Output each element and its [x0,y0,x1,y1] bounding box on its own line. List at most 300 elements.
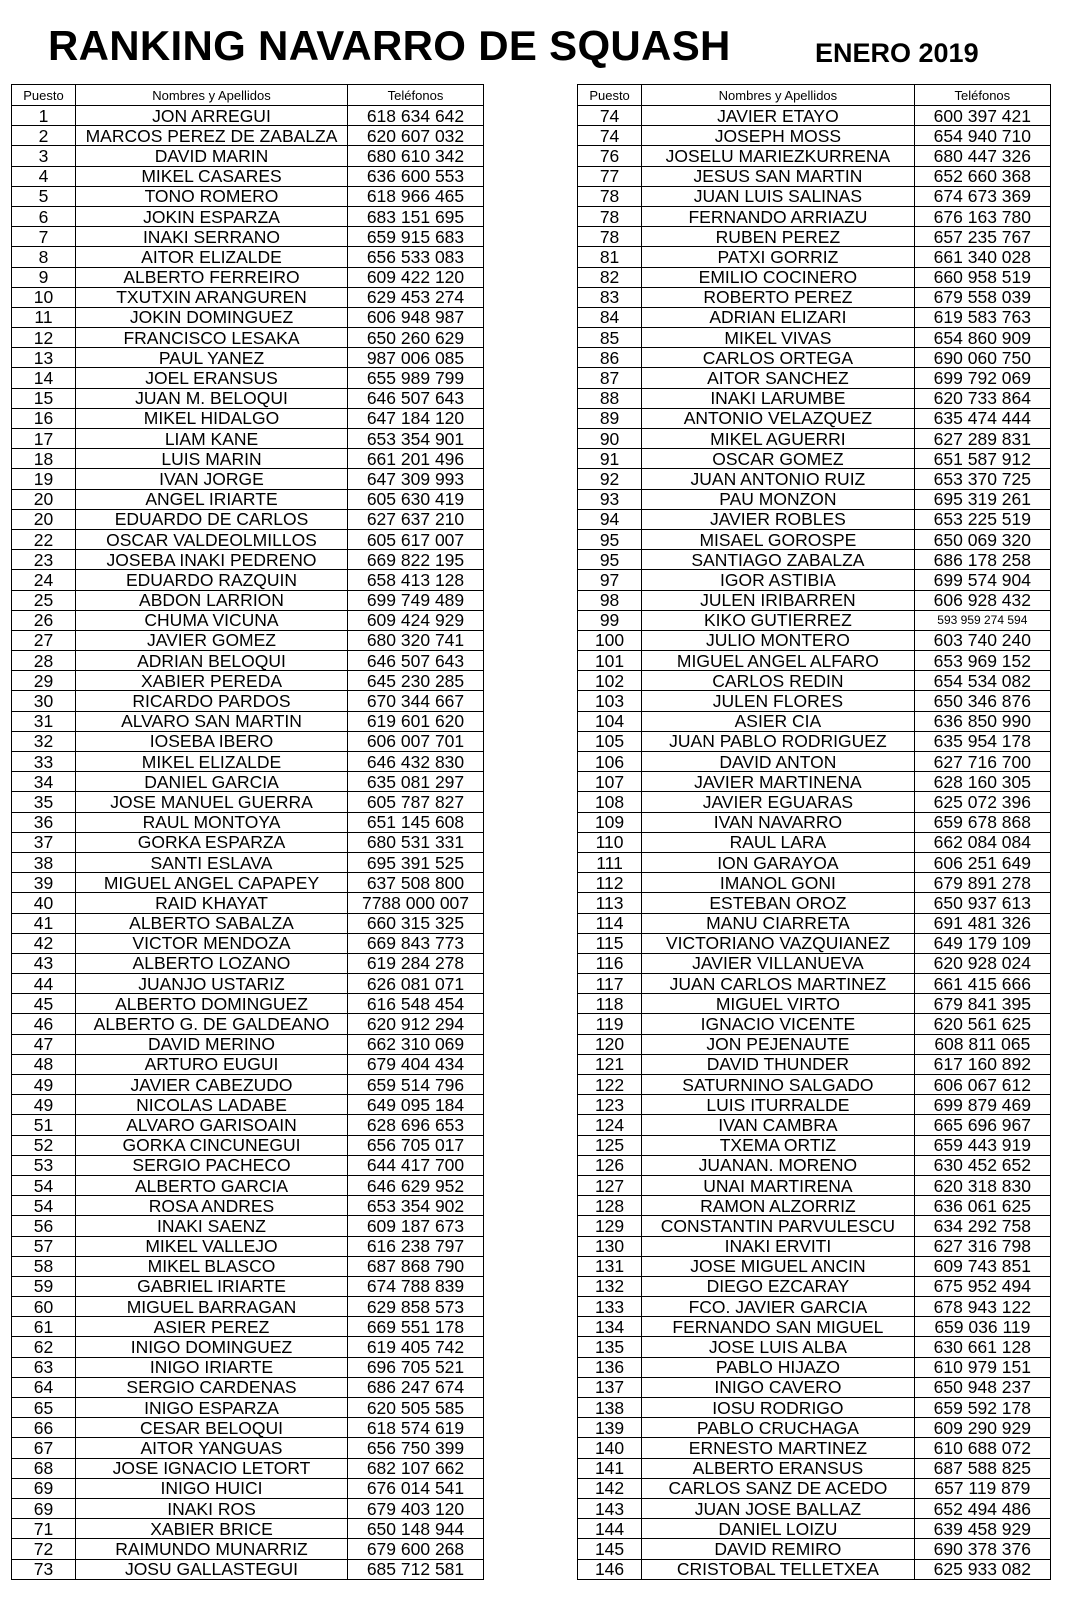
cell-puesto: 103 [578,691,642,711]
cell-puesto: 37 [12,832,76,852]
cell-telefono: 679 558 039 [914,287,1050,307]
cell-nombre: INIGO DOMINGUEZ [76,1337,348,1357]
table-row [578,489,1051,509]
cell-puesto: 98 [578,590,642,610]
cell-puesto: 116 [578,953,642,973]
cell-puesto: 71 [12,1519,76,1539]
cell-nombre: MIKEL BLASCO [76,1256,348,1276]
cell-telefono: 654 860 909 [914,328,1050,348]
cell-telefono: 687 868 790 [348,1256,484,1276]
cell-telefono: 605 787 827 [348,792,484,812]
cell-telefono: 618 634 642 [348,106,484,126]
cell-puesto: 27 [12,630,76,650]
cell-nombre: JOKIN ESPARZA [76,206,348,226]
table-row [12,1196,484,1216]
cell-puesto: 74 [578,126,642,146]
cell-puesto: 78 [578,206,642,226]
table-row [12,873,484,893]
cell-telefono: 653 370 725 [914,469,1050,489]
table-row [578,1438,1051,1458]
cell-nombre: IGOR ASTIBIA [642,570,915,590]
cell-nombre: IMANOL GONI [642,873,915,893]
page-subtitle: ENERO 2019 [815,38,979,68]
cell-nombre: TONO ROMERO [76,186,348,206]
cell-puesto: 66 [12,1418,76,1438]
table-row [578,1236,1051,1256]
cell-nombre: MIGUEL ANGEL CAPAPEY [76,873,348,893]
cell-telefono: 608 811 065 [914,1034,1050,1054]
table-row [12,610,484,630]
cell-telefono: 606 928 432 [914,590,1050,610]
cell-puesto: 5 [12,186,76,206]
cell-telefono: 645 230 285 [348,671,484,691]
cell-telefono: 690 060 750 [914,348,1050,368]
cell-telefono: 609 424 929 [348,610,484,630]
cell-puesto: 90 [578,429,642,449]
cell-telefono: 670 344 667 [348,691,484,711]
cell-nombre: INAKI SAENZ [76,1216,348,1236]
cell-telefono: 636 061 625 [914,1196,1050,1216]
cell-telefono: 644 417 700 [348,1155,484,1175]
cell-telefono: 609 743 851 [914,1256,1050,1276]
cell-nombre: DIEGO EZCARAY [642,1276,915,1296]
cell-puesto: 92 [578,469,642,489]
cell-telefono: 636 850 990 [914,711,1050,731]
table-row [578,1377,1051,1397]
cell-nombre: JOSE MIGUEL ANCIN [642,1256,915,1276]
cell-nombre: INIGO IRIARTE [76,1357,348,1377]
cell-puesto: 30 [12,691,76,711]
cell-nombre: JOSEBA INAKI PEDRENO [76,550,348,570]
cell-puesto: 83 [578,287,642,307]
cell-puesto: 38 [12,852,76,872]
cell-nombre: MISAEL GOROSPE [642,529,915,549]
cell-nombre: IGNACIO VICENTE [642,1014,915,1034]
table-row [12,146,484,166]
cell-telefono: 650 069 320 [914,529,1050,549]
cell-nombre: PAUL YANEZ [76,348,348,368]
cell-puesto: 133 [578,1297,642,1317]
cell-puesto: 87 [578,368,642,388]
cell-puesto: 49 [12,1095,76,1115]
cell-nombre: INIGO ESPARZA [76,1398,348,1418]
table-row [12,953,484,973]
cell-telefono: 669 843 773 [348,933,484,953]
cell-telefono: 654 534 082 [914,671,1050,691]
cell-telefono: 646 629 952 [348,1175,484,1195]
cell-nombre: JON PEJENAUTE [642,1034,915,1054]
cell-nombre: RAMON ALZORRIZ [642,1196,915,1216]
table-row [578,671,1051,691]
cell-puesto: 11 [12,307,76,327]
cell-nombre: JOKIN DOMINGUEZ [76,307,348,327]
cell-nombre: MIKEL HIDALGO [76,408,348,428]
cell-puesto: 139 [578,1418,642,1438]
cell-puesto: 20 [12,509,76,529]
cell-nombre: OSCAR GOMEZ [642,449,915,469]
cell-telefono: 653 969 152 [914,651,1050,671]
cell-nombre: MIKEL AGUERRI [642,429,915,449]
cell-telefono: 650 346 876 [914,691,1050,711]
cell-puesto: 107 [578,772,642,792]
cell-puesto: 146 [578,1559,642,1579]
cell-telefono: 603 740 240 [914,630,1050,650]
cell-telefono: 630 452 652 [914,1155,1050,1175]
cell-telefono: 659 443 919 [914,1135,1050,1155]
cell-puesto: 130 [578,1236,642,1256]
cell-puesto: 82 [578,267,642,287]
cell-telefono: 620 318 830 [914,1175,1050,1195]
cell-telefono: 699 792 069 [914,368,1050,388]
cell-puesto: 95 [578,550,642,570]
cell-telefono: 649 095 184 [348,1095,484,1115]
table-row [12,106,484,126]
table-row [12,1054,484,1074]
cell-puesto: 84 [578,307,642,327]
cell-telefono: 650 937 613 [914,893,1050,913]
cell-nombre: IVAN CAMBRA [642,1115,915,1135]
cell-nombre: IOSU RODRIGO [642,1398,915,1418]
cell-telefono: 658 413 128 [348,570,484,590]
table-row [578,529,1051,549]
cell-nombre: EDUARDO DE CARLOS [76,509,348,529]
cell-puesto: 141 [578,1458,642,1478]
cell-nombre: PABLO CRUCHAGA [642,1418,915,1438]
cell-telefono: 691 481 326 [914,913,1050,933]
cell-puesto: 2 [12,126,76,146]
table-row [12,267,484,287]
cell-nombre: JOSE LUIS ALBA [642,1337,915,1357]
cell-telefono: 620 505 585 [348,1398,484,1418]
cell-puesto: 18 [12,449,76,469]
cell-nombre: ALVARO SAN MARTIN [76,711,348,731]
cell-telefono: 665 696 967 [914,1115,1050,1135]
table-row [578,1054,1051,1074]
table-row [578,1519,1051,1539]
cell-nombre: ION GARAYOA [642,852,915,872]
table-row [578,1317,1051,1337]
cell-nombre: ADRIAN ELIZARI [642,307,915,327]
cell-puesto: 97 [578,570,642,590]
cell-puesto: 78 [578,227,642,247]
cell-puesto: 63 [12,1357,76,1377]
table-row [578,1418,1051,1438]
table-row [12,1377,484,1397]
cell-puesto: 22 [12,529,76,549]
cell-nombre: INAKI ROS [76,1498,348,1518]
table-row [578,1498,1051,1518]
table-row [578,913,1051,933]
table-row [578,852,1051,872]
table-row [12,1458,484,1478]
table-row [12,852,484,872]
table-row [578,630,1051,650]
table-row [578,1337,1051,1357]
cell-puesto: 114 [578,913,642,933]
table-row [12,166,484,186]
table-row [12,731,484,751]
table-row [578,126,1051,146]
cell-nombre: FCO. JAVIER GARCIA [642,1297,915,1317]
cell-telefono: 657 119 879 [914,1478,1050,1498]
cell-puesto: 77 [578,166,642,186]
cell-nombre: JULEN IRIBARREN [642,590,915,610]
table-row [578,328,1051,348]
cell-telefono: 619 284 278 [348,953,484,973]
cell-nombre: JON ARREGUI [76,106,348,126]
cell-nombre: JUAN LUIS SALINAS [642,186,915,206]
cell-nombre: DAVID THUNDER [642,1054,915,1074]
table-row [12,550,484,570]
table-row [12,429,484,449]
cell-telefono: 620 733 864 [914,388,1050,408]
table-row [12,1478,484,1498]
cell-puesto: 56 [12,1216,76,1236]
cell-puesto: 49 [12,1075,76,1095]
table-row [12,1498,484,1518]
table-row [12,812,484,832]
cell-puesto: 140 [578,1438,642,1458]
cell-nombre: JOSELU MARIEZKURRENA [642,146,915,166]
cell-telefono: 685 712 581 [348,1559,484,1579]
cell-nombre: AITOR ELIZALDE [76,247,348,267]
cell-nombre: ALBERTO DOMINGUEZ [76,994,348,1014]
cell-telefono: 661 201 496 [348,449,484,469]
cell-puesto: 125 [578,1135,642,1155]
cell-puesto: 35 [12,792,76,812]
table-row [12,529,484,549]
cell-nombre: JOEL ERANSUS [76,368,348,388]
table-row [578,651,1051,671]
cell-nombre: INIGO HUICI [76,1478,348,1498]
cell-puesto: 128 [578,1196,642,1216]
cell-telefono: 620 607 032 [348,126,484,146]
cell-puesto: 6 [12,206,76,226]
table-row [578,994,1051,1014]
cell-puesto: 102 [578,671,642,691]
cell-puesto: 106 [578,752,642,772]
cell-nombre: ALBERTO GARCIA [76,1175,348,1195]
cell-nombre: RAUL LARA [642,832,915,852]
cell-puesto: 32 [12,731,76,751]
table-row [578,1075,1051,1095]
table-row [578,1539,1051,1559]
cell-telefono: 649 179 109 [914,933,1050,953]
cell-telefono: 620 912 294 [348,1014,484,1034]
cell-telefono: 606 948 987 [348,307,484,327]
cell-telefono: 646 432 830 [348,752,484,772]
cell-puesto: 13 [12,348,76,368]
cell-telefono: 657 235 767 [914,227,1050,247]
cell-puesto: 89 [578,408,642,428]
cell-puesto: 19 [12,469,76,489]
cell-puesto: 134 [578,1317,642,1337]
cell-nombre: IVAN NAVARRO [642,812,915,832]
cell-puesto: 16 [12,408,76,428]
cell-telefono: 686 178 258 [914,550,1050,570]
cell-nombre: CARLOS SANZ DE ACEDO [642,1478,915,1498]
cell-puesto: 47 [12,1034,76,1054]
cell-telefono: 662 310 069 [348,1034,484,1054]
cell-telefono: 653 354 901 [348,429,484,449]
cell-telefono: 646 507 643 [348,651,484,671]
cell-telefono: 651 145 608 [348,812,484,832]
table-row [12,1216,484,1236]
cell-nombre: JOSEPH MOSS [642,126,915,146]
cell-nombre: OSCAR VALDEOLMILLOS [76,529,348,549]
table-row [578,166,1051,186]
cell-puesto: 33 [12,752,76,772]
cell-puesto: 52 [12,1135,76,1155]
table-row [12,1398,484,1418]
table-row [578,873,1051,893]
cell-nombre: FERNANDO ARRIAZU [642,206,915,226]
cell-puesto: 7 [12,227,76,247]
cell-telefono: 683 151 695 [348,206,484,226]
table-row [12,933,484,953]
table-row [12,1297,484,1317]
cell-telefono: 650 948 237 [914,1377,1050,1397]
cell-puesto: 4 [12,166,76,186]
cell-nombre: MANU CIARRETA [642,913,915,933]
cell-nombre: AITOR YANGUAS [76,1438,348,1458]
table-row [12,227,484,247]
header-puesto: Puesto [578,85,642,106]
cell-nombre: GABRIEL IRIARTE [76,1276,348,1296]
table-row [578,1276,1051,1296]
cell-nombre: MIGUEL BARRAGAN [76,1297,348,1317]
cell-nombre: JOSE IGNACIO LETORT [76,1458,348,1478]
cell-puesto: 42 [12,933,76,953]
table-row [578,469,1051,489]
cell-nombre: SATURNINO SALGADO [642,1075,915,1095]
table-row [578,1559,1051,1579]
table-row [12,994,484,1014]
cell-telefono: 675 952 494 [914,1276,1050,1296]
cell-nombre: JUAN ANTONIO RUIZ [642,469,915,489]
table-row [578,1256,1051,1276]
cell-nombre: LUIS ITURRALDE [642,1095,915,1115]
cell-puesto: 118 [578,994,642,1014]
cell-nombre: KIKO GUTIERREZ [642,610,915,630]
cell-puesto: 122 [578,1075,642,1095]
cell-nombre: DANIEL LOIZU [642,1519,915,1539]
cell-nombre: ALBERTO ERANSUS [642,1458,915,1478]
cell-telefono: 635 954 178 [914,731,1050,751]
cell-nombre: AITOR SANCHEZ [642,368,915,388]
cell-telefono: 635 474 444 [914,408,1050,428]
cell-nombre: JUAN PABLO RODRIGUEZ [642,731,915,751]
table-row [578,933,1051,953]
cell-nombre: JOSU GALLASTEGUI [76,1559,348,1579]
cell-puesto: 124 [578,1115,642,1135]
cell-nombre: ROBERTO PEREZ [642,287,915,307]
cell-nombre: MIGUEL VIRTO [642,994,915,1014]
table-row [578,1034,1051,1054]
cell-nombre: UNAI MARTIRENA [642,1175,915,1195]
table-row [12,489,484,509]
table-row [12,348,484,368]
cell-nombre: RAUL MONTOYA [76,812,348,832]
cell-telefono: 7788 000 007 [348,893,484,913]
cell-puesto: 9 [12,267,76,287]
table-row [12,1115,484,1135]
table-row [578,772,1051,792]
cell-telefono: 679 841 395 [914,994,1050,1014]
cell-nombre: ALBERTO SABALZA [76,913,348,933]
cell-puesto: 48 [12,1054,76,1074]
cell-puesto: 51 [12,1115,76,1135]
cell-telefono: 687 588 825 [914,1458,1050,1478]
table-row [578,1398,1051,1418]
table-row [12,1175,484,1195]
cell-telefono: 699 879 469 [914,1095,1050,1115]
cell-puesto: 81 [578,247,642,267]
cell-telefono: 620 561 625 [914,1014,1050,1034]
cell-telefono: 679 891 278 [914,873,1050,893]
cell-telefono: 676 163 780 [914,206,1050,226]
cell-puesto: 57 [12,1236,76,1256]
table-row [578,1478,1051,1498]
table-row [578,509,1051,529]
cell-telefono: 606 007 701 [348,731,484,751]
cell-telefono: 606 067 612 [914,1075,1050,1095]
cell-nombre: MIGUEL ANGEL ALFARO [642,651,915,671]
cell-puesto: 85 [578,328,642,348]
cell-puesto: 60 [12,1297,76,1317]
table-row [12,509,484,529]
table-row [578,792,1051,812]
cell-telefono: 679 404 434 [348,1054,484,1074]
cell-nombre: CARLOS REDIN [642,671,915,691]
cell-telefono: 619 601 620 [348,711,484,731]
table-row [578,832,1051,852]
table-row [578,1357,1051,1377]
cell-telefono: 661 340 028 [914,247,1050,267]
cell-nombre: TXUTXIN ARANGUREN [76,287,348,307]
cell-nombre: JOSE MANUEL GUERRA [76,792,348,812]
cell-puesto: 91 [578,449,642,469]
cell-nombre: INAKI SERRANO [76,227,348,247]
cell-puesto: 26 [12,610,76,630]
cell-telefono: 696 705 521 [348,1357,484,1377]
table-row [12,287,484,307]
table-row [578,974,1051,994]
table-row [12,388,484,408]
table-row [12,974,484,994]
table-row [12,469,484,489]
cell-puesto: 120 [578,1034,642,1054]
cell-puesto: 67 [12,1438,76,1458]
table-row [12,1276,484,1296]
cell-puesto: 115 [578,933,642,953]
table-row [12,590,484,610]
cell-telefono: 676 014 541 [348,1478,484,1498]
cell-puesto: 129 [578,1216,642,1236]
table-row [578,953,1051,973]
cell-puesto: 95 [578,529,642,549]
cell-nombre: JAVIER ETAYO [642,106,915,126]
table-row [578,146,1051,166]
table-row [12,913,484,933]
cell-telefono: 618 574 619 [348,1418,484,1438]
cell-nombre: INAKI LARUMBE [642,388,915,408]
cell-nombre: ROSA ANDRES [76,1196,348,1216]
table-row [12,1357,484,1377]
table-row [578,752,1051,772]
cell-nombre: ANTONIO VELAZQUEZ [642,408,915,428]
cell-puesto: 3 [12,146,76,166]
